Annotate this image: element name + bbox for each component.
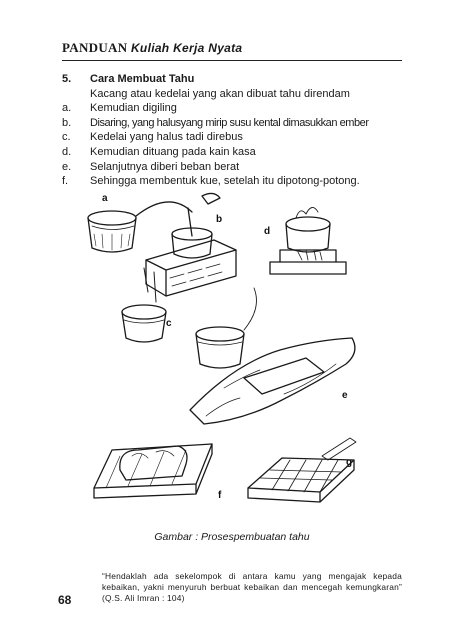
header-rule xyxy=(62,60,402,61)
illustration-cloth-e xyxy=(190,338,355,424)
list-item xyxy=(62,101,407,116)
step-letter: d. xyxy=(62,145,72,158)
step-letter: a. xyxy=(62,102,72,115)
list-item xyxy=(62,145,407,160)
illustration-bucket-a xyxy=(88,202,192,252)
figure-label-d: d xyxy=(264,226,271,237)
section-title: Cara Membuat Tahu xyxy=(90,73,195,85)
figure-label-c: c xyxy=(166,318,172,329)
step-letter: f. xyxy=(62,175,69,188)
step-text: Disaring, yang halusyang mirip susu kental dimasukkan ember xyxy=(90,116,369,129)
step-text: Kemudian digiling xyxy=(90,102,177,115)
figure-label-b: b xyxy=(216,214,223,225)
page-number: 68 xyxy=(58,593,72,607)
list-item xyxy=(62,160,407,175)
header-title-rest: Kuliah Kerja Nyata xyxy=(130,41,243,55)
section-tofu xyxy=(62,72,407,189)
list-item xyxy=(62,174,407,189)
step-text: Kemudian dituang pada kain kasa xyxy=(90,145,256,158)
step-text: Kedelai yang halus tadi direbus xyxy=(90,131,243,144)
illustration-press-f xyxy=(94,444,212,498)
step-text: Selanjutnya diberi beban berat xyxy=(90,160,240,173)
figure-label-a: a xyxy=(102,193,108,204)
list-item xyxy=(62,116,407,131)
step-text: Sehingga membentuk kue, setelah itu dipotong-potong. xyxy=(90,175,360,188)
page-header xyxy=(62,40,402,56)
figure-label-f: f xyxy=(218,490,222,501)
footer-quote: “Hendaklah ada sekelompok di antara kamu yang mengajak kepada kebaikan, yakni menyuruh berbuat kebaikan dan mencegah kemungkaran” (Q.S. Ali Imran : 104) xyxy=(102,571,402,603)
illustration-cutting-g xyxy=(248,438,356,502)
steps-list xyxy=(62,101,407,189)
header-title-bold: PANDUAN xyxy=(62,40,128,55)
section-number: 5. xyxy=(62,73,72,85)
step-letter: b. xyxy=(62,116,72,129)
section-intro: Kacang atau kedelai yang akan dibuat tahu direndam xyxy=(90,87,350,100)
step-letter: e. xyxy=(62,160,72,173)
illustration-boiling-d xyxy=(270,207,346,274)
step-letter: c. xyxy=(62,131,71,144)
section-heading xyxy=(62,72,407,87)
list-item xyxy=(62,130,407,145)
tofu-process-illustration xyxy=(84,188,374,528)
figure-caption: Gambar : Prosespembuatan tahu xyxy=(154,531,310,543)
figure-label-e: e xyxy=(342,390,348,401)
figure-label-g: g xyxy=(346,457,353,468)
illustration-bucket-c xyxy=(122,288,256,368)
